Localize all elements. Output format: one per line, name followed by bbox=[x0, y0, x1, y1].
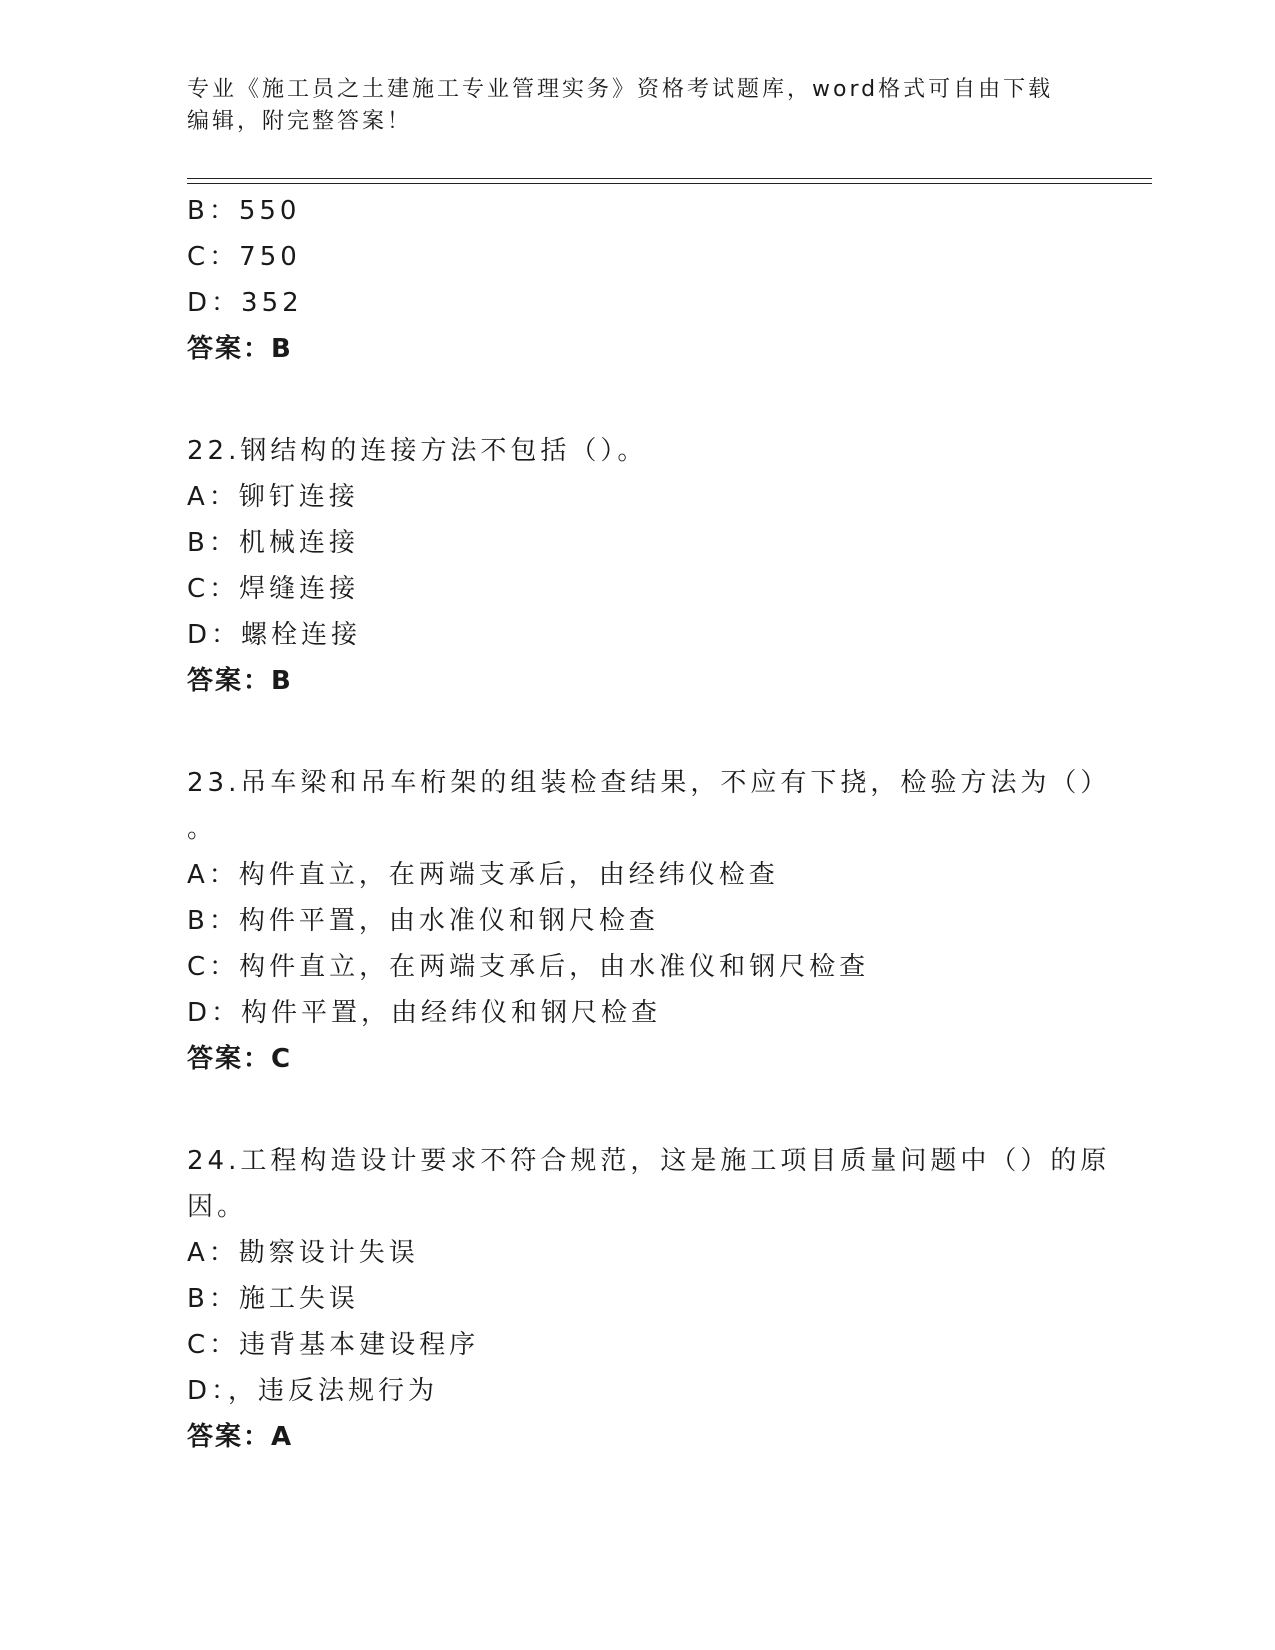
option-c: C：违背基本建设程序 bbox=[187, 1330, 480, 1360]
option-c: C：焊缝连接 bbox=[187, 574, 360, 604]
option-b: B：550 bbox=[187, 196, 301, 226]
question-23 bbox=[187, 760, 1111, 1082]
option-d: D：，违反法规行为 bbox=[187, 1376, 439, 1406]
answer-line: 答案：A bbox=[187, 1422, 294, 1452]
option-d: D：352 bbox=[187, 288, 303, 318]
question-title-continuation: 。 bbox=[187, 814, 218, 844]
question-title-continuation: 因。 bbox=[187, 1192, 248, 1222]
spacer bbox=[187, 704, 1087, 760]
answer-line: 答案：C bbox=[187, 1044, 293, 1074]
document-header: 专业《施工员之土建施工专业管理实务》资格考试题库，word格式可自由下载编辑，附完整答案！ bbox=[187, 77, 1054, 134]
option-b: B：机械连接 bbox=[187, 528, 359, 558]
answer-line: 答案：B bbox=[187, 334, 293, 364]
spacer bbox=[187, 372, 1087, 428]
question-title: 24.工程构造设计要求不符合规范，这是施工项目质量问题中（）的原 bbox=[187, 1146, 1111, 1176]
option-c: C：构件直立，在两端支承后，由水准仪和钢尺检查 bbox=[187, 952, 870, 982]
question-title: 22.钢结构的连接方法不包括（）。 bbox=[187, 436, 648, 466]
option-b: B：构件平置，由水准仪和钢尺检查 bbox=[187, 906, 659, 936]
question-24 bbox=[187, 1138, 1111, 1460]
question-22 bbox=[187, 428, 1087, 704]
option-c: C：750 bbox=[187, 242, 301, 272]
option-d: D：构件平置，由经纬仪和钢尺检查 bbox=[187, 998, 662, 1028]
option-a: A：铆钉连接 bbox=[187, 482, 359, 512]
question-21-tail bbox=[187, 188, 1087, 372]
option-b: B：施工失误 bbox=[187, 1284, 359, 1314]
header-rule-bottom bbox=[187, 183, 1152, 184]
spacer bbox=[187, 1082, 1087, 1138]
question-list bbox=[187, 188, 1111, 1460]
header-rule-top bbox=[187, 178, 1152, 179]
option-d: D：螺栓连接 bbox=[187, 620, 362, 650]
option-a: A：勘察设计失误 bbox=[187, 1238, 419, 1268]
option-a: A：构件直立，在两端支承后，由经纬仪检查 bbox=[187, 860, 779, 890]
answer-line: 答案：B bbox=[187, 666, 293, 696]
question-title: 23.吊车梁和吊车桁架的组装检查结果，不应有下挠，检验方法为（） bbox=[187, 768, 1111, 798]
